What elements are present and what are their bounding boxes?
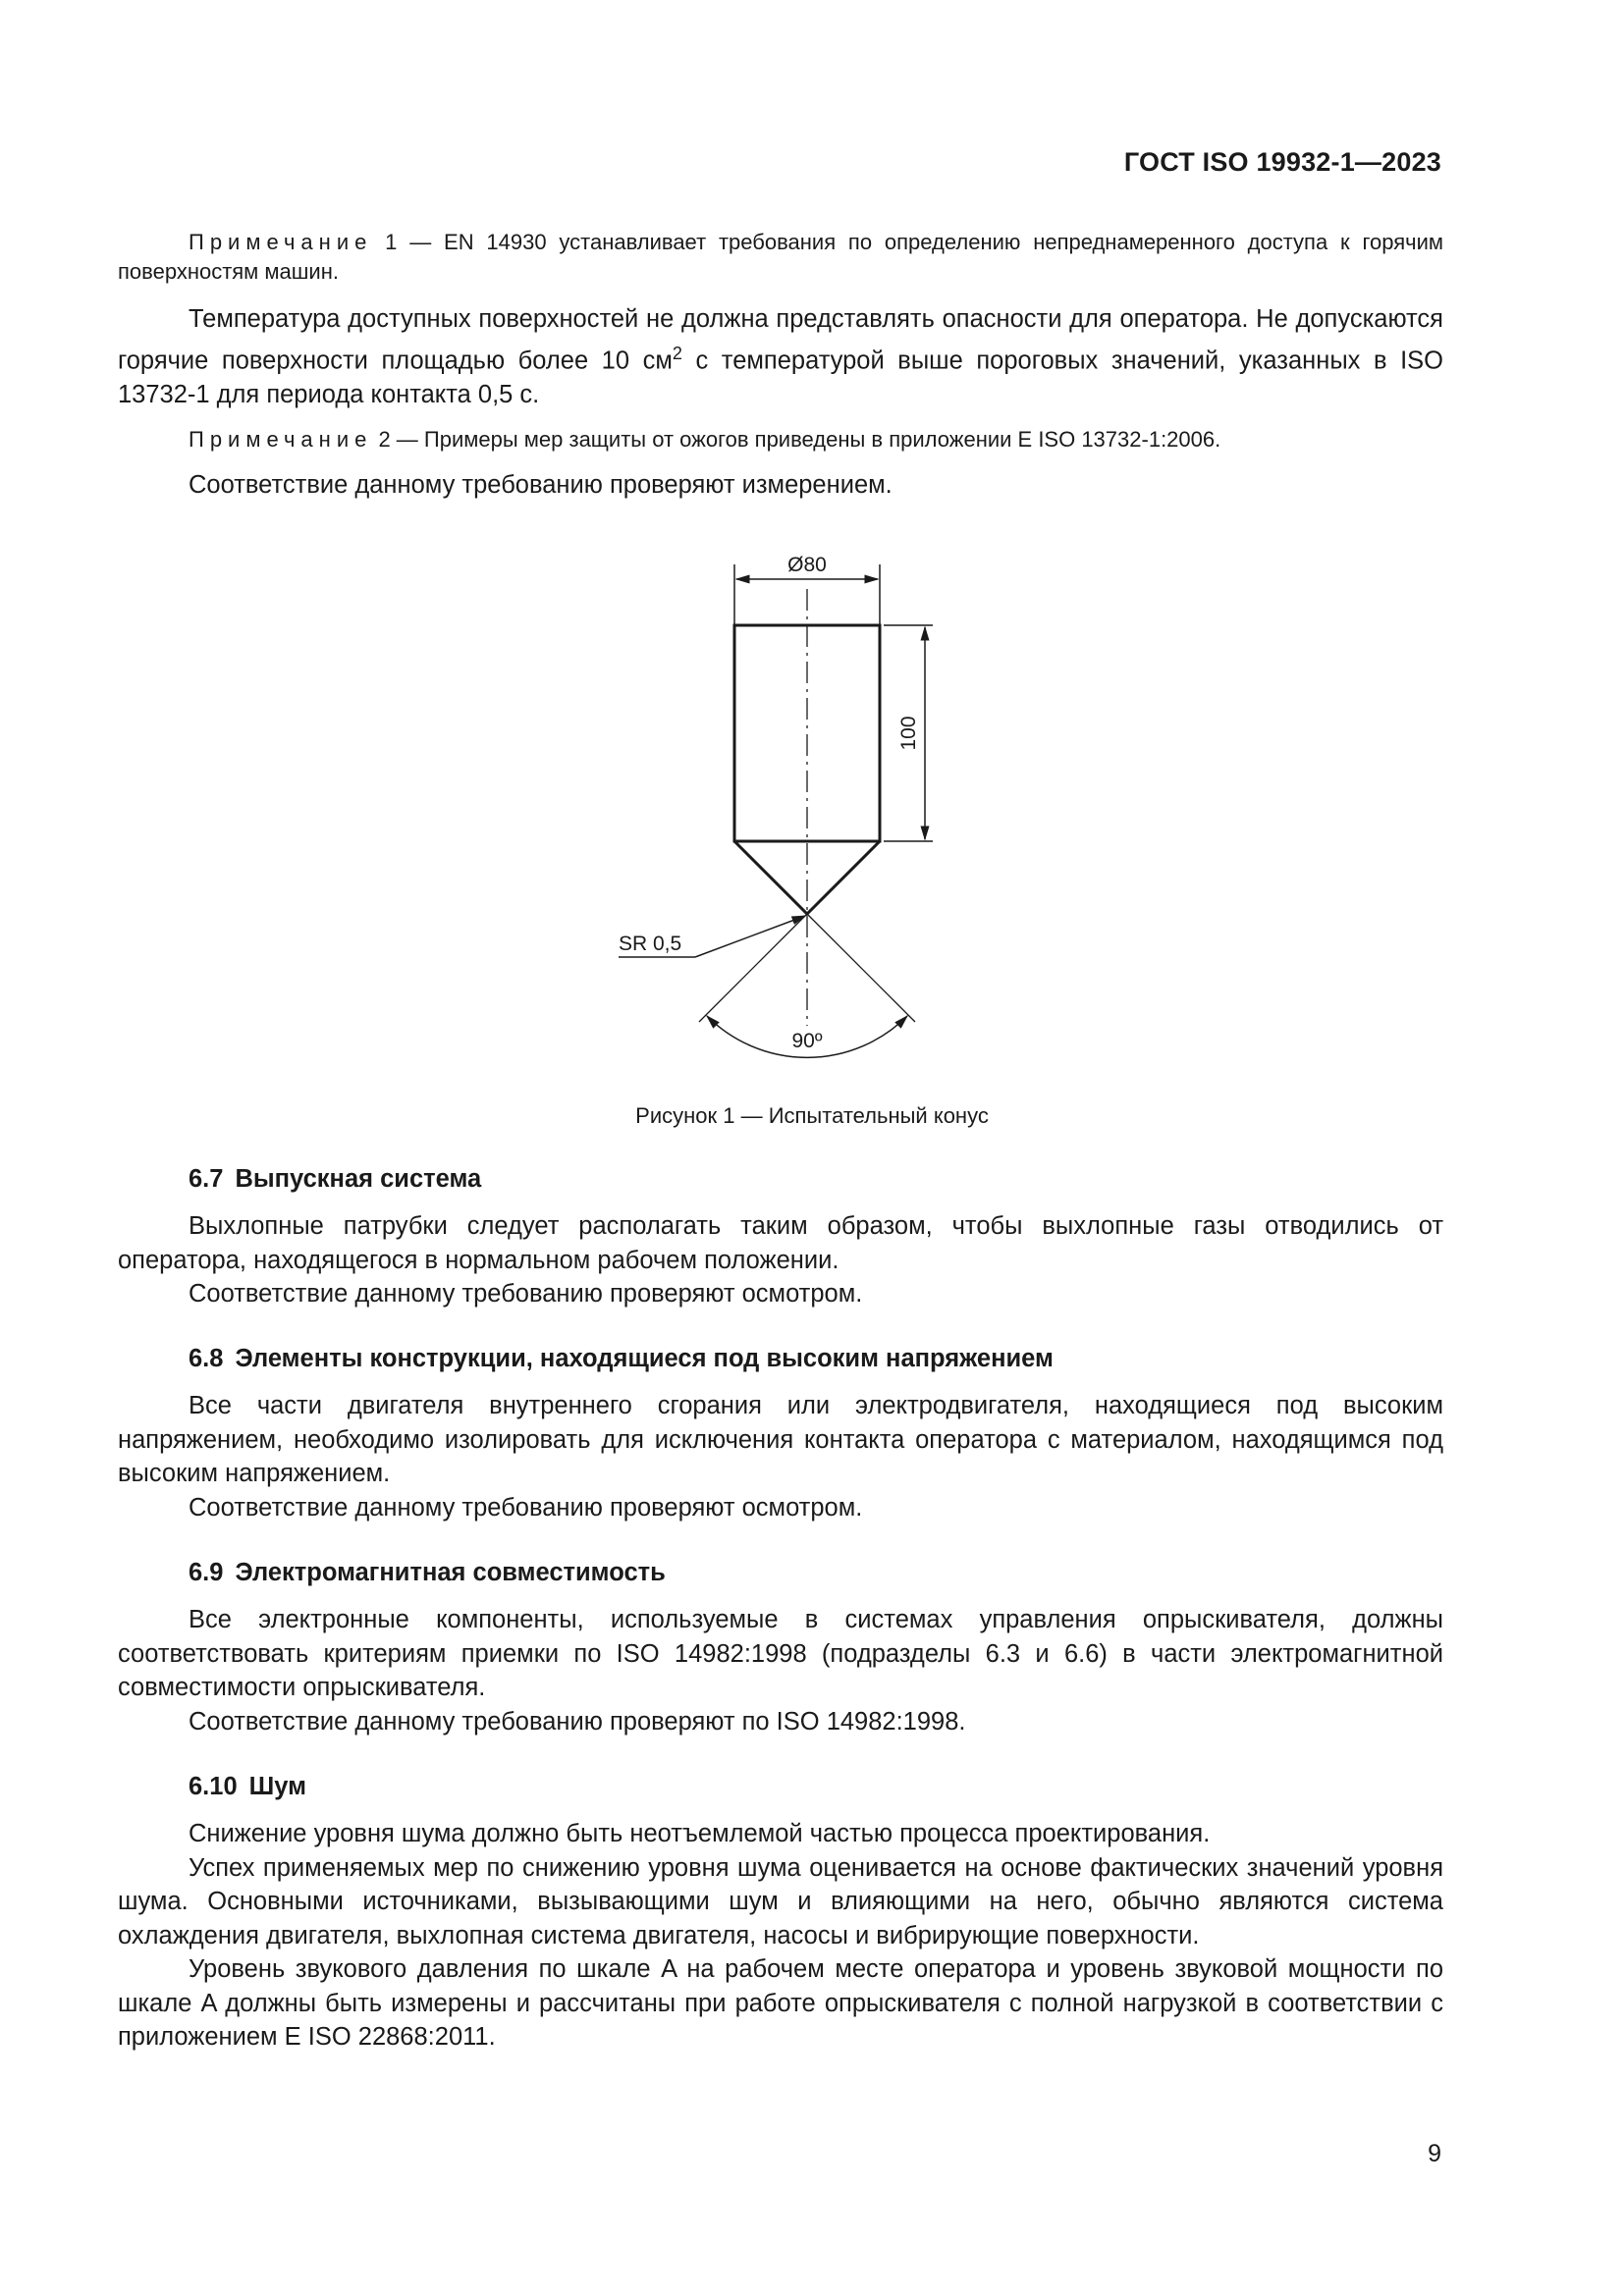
section-6-8-para-1: Все части двигателя внутреннего сгорания или электродвигателя, находящиеся под высоким напряжением, необходимо изолировать для исключения контакта оператора с материалом, находящимся под высоким напряжением. (118, 1392, 1443, 1487)
section-6-7-heading (118, 1162, 1443, 1196)
section-6-10-title: Шум (248, 1773, 306, 1800)
paragraph-surface-temperature-a: Температура доступных поверхностей не должна представлять опасности для оператора. Не допускаются горячие поверхности площадью более 10 см (118, 305, 1443, 374)
section-6-9-para-1: Все электронные компоненты, используемые в системах управления опрыскивателя, должны соответствовать критериям приемки по ISO 14982:1998 (подразделы 6.3 и 6.6) в части электромагнитной совместимости опрыскивателя. (118, 1606, 1443, 1701)
angle-label: 90º (791, 1030, 823, 1052)
section-6-10 (118, 1770, 1443, 2055)
test-cone-drawing (589, 535, 1001, 1075)
section-6-7-para-2: Соответствие данному требованию проверяют осмотром. (189, 1280, 863, 1308)
height-label: 100 (897, 716, 920, 751)
section-6-10-para-1: Снижение уровня шума должно быть неотъемлемой частью процесса проектирования. (189, 1820, 1211, 1847)
document-code-header: ГОСТ ISO 19932-1—2023 (1123, 147, 1441, 177)
note-1 (118, 228, 1443, 287)
note-2-text: 2 — Примеры мер защиты от ожогов приведены в приложении E ISO 13732-1:2006. (372, 427, 1221, 452)
section-6-8-para-2: Соответствие данному требованию проверяют осмотром. (189, 1493, 863, 1522)
note-1-lead: Примечание (189, 230, 373, 254)
section-6-8-number: 6.8 (189, 1345, 224, 1372)
section-6-7 (118, 1162, 1443, 1311)
radius-label: SR 0,5 (619, 933, 682, 955)
section-6-8-title: Элементы конструкции, находящиеся под высоким напряжением (235, 1345, 1054, 1372)
intro-block (118, 228, 1443, 503)
section-6-10-number: 6.10 (189, 1773, 238, 1800)
section-6-7-para-1: Выхлопные патрубки следует располагать таким образом, чтобы выхлопные газы отводились от оператора, находящегося в нормальном рабочем положении. (118, 1212, 1443, 1274)
section-6-7-number: 6.7 (189, 1165, 224, 1193)
radius-leader-line (695, 916, 805, 957)
paragraph-check-measurement: Соответствие данному требованию проверяют измерением. (189, 471, 893, 499)
diameter-label: Ø80 (787, 554, 827, 576)
paragraph-surface-temperature (118, 302, 1443, 411)
angle-extension-right (807, 914, 915, 1022)
section-6-9-title: Электромагнитная совместимость (235, 1559, 666, 1586)
section-6-10-heading (118, 1770, 1443, 1803)
paragraph-surface-temperature-b: с температурой выше пороговых значений, указанных в ISO 13732-1 для периода контакта 0,5 с. (118, 347, 1443, 408)
page-number: 9 (1428, 2140, 1441, 2167)
section-6-8-heading (118, 1342, 1443, 1375)
angle-extension-left (699, 914, 807, 1022)
section-6-9 (118, 1556, 1443, 1738)
section-6-7-title: Выпускная система (235, 1165, 482, 1193)
section-6-10-para-3: Уровень звукового давления по шкале A на рабочем месте оператора и уровень звуковой мощности по шкале A должны быть измерены и рассчитаны при работе опрыскивателя с полной нагрузкой в соответствии с приложением E ISO 22868:2011. (118, 1955, 1443, 2051)
superscript-2: 2 (672, 343, 682, 363)
section-6-9-heading (118, 1556, 1443, 1589)
note-1-text: 1 — EN 14930 устанавливает требования по определению непреднамеренного доступа к горячим поверхностям машин. (118, 230, 1443, 284)
section-6-10-para-2: Успех применяемых мер по снижению уровня шума оценивается на основе фактических значений уровня шума. Основными источниками, вызывающими шум и влияющими на него, обычно являются система охлаждения двигателя, выхлопная система двигателя, насосы и вибрирующие поверхности. (118, 1853, 1443, 1949)
section-6-8 (118, 1342, 1443, 1524)
section-6-9-number: 6.9 (189, 1559, 224, 1586)
note-2 (118, 425, 1443, 454)
figure-caption: Рисунок 1 — Испытательный конус (635, 1103, 989, 1128)
section-6-9-para-2: Соответствие данному требованию проверяют по ISO 14982:1998. (189, 1707, 966, 1735)
note-2-lead: Примечание (189, 427, 373, 452)
